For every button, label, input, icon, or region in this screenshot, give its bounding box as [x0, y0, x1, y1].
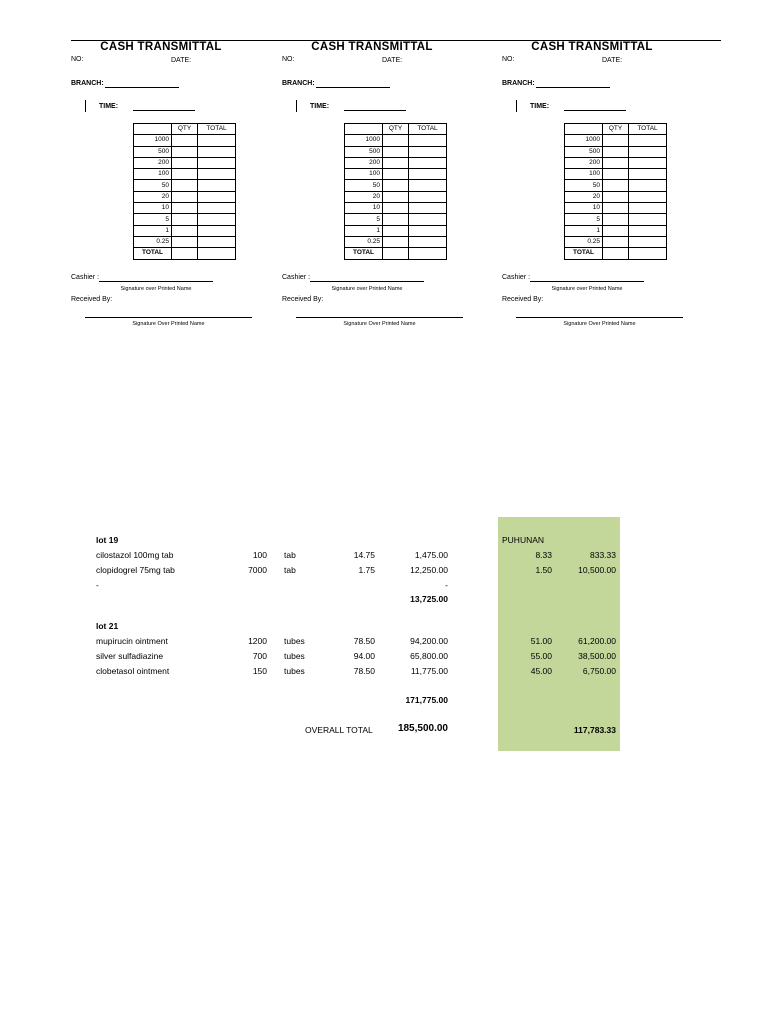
- denomination-value: 500: [565, 146, 603, 157]
- qty-cell[interactable]: [172, 169, 198, 180]
- total-cell[interactable]: [409, 236, 447, 247]
- qty-cell[interactable]: [603, 236, 629, 247]
- form-title: CASH TRANSMITTAL: [100, 41, 222, 53]
- denomination-value: 100: [134, 169, 172, 180]
- total-cell[interactable]: [409, 146, 447, 157]
- denomination-row: [345, 191, 447, 202]
- received-by-label: Received By:: [71, 296, 113, 303]
- qty-total-cell[interactable]: [172, 248, 198, 259]
- item-name: -: [96, 580, 99, 590]
- qty-total-cell[interactable]: [383, 248, 409, 259]
- total-cell[interactable]: [629, 146, 667, 157]
- denomination-row: [565, 191, 667, 202]
- qty-total-cell[interactable]: [603, 248, 629, 259]
- denomination-row: [565, 236, 667, 247]
- item-cost: 55.00: [530, 651, 552, 661]
- qty-header: QTY: [172, 124, 198, 135]
- denomination-value: 10: [134, 203, 172, 214]
- date-label: DATE:: [382, 57, 403, 64]
- item-cost: 45.00: [530, 666, 552, 676]
- overall-total-label: OVERALL TOTAL: [305, 725, 373, 735]
- denomination-row: [565, 169, 667, 180]
- received-signature-field[interactable]: [516, 317, 683, 318]
- denomination-row: [345, 157, 447, 168]
- item-unit: tubes: [284, 651, 305, 661]
- time-field[interactable]: [344, 110, 406, 111]
- received-caption: Signature Over Printed Name: [132, 321, 205, 327]
- total-header: TOTAL: [409, 124, 447, 135]
- denomination-value: 500: [345, 146, 383, 157]
- cashier-caption: Signature over Printed Name: [551, 286, 623, 292]
- overall-total-value: 185,500.00: [397, 723, 448, 734]
- denomination-value: 20: [134, 191, 172, 202]
- total-cell[interactable]: [629, 191, 667, 202]
- denomination-value: 20: [565, 191, 603, 202]
- time-divider: [85, 100, 86, 112]
- item-amount: 94,200.00: [410, 636, 448, 646]
- qty-cell[interactable]: [383, 214, 409, 225]
- denomination-row: [565, 225, 667, 236]
- denomination-value: 1000: [565, 135, 603, 146]
- received-caption: Signature Over Printed Name: [343, 321, 416, 327]
- total-cell[interactable]: [409, 157, 447, 168]
- total-row-label: TOTAL: [345, 248, 383, 259]
- denomination-row: [565, 135, 667, 146]
- item-cost-total: 10,500.00: [578, 565, 616, 575]
- qty-cell[interactable]: [172, 191, 198, 202]
- qty-cell[interactable]: [172, 180, 198, 191]
- denomination-header: [565, 124, 603, 135]
- denomination-value: 1: [345, 225, 383, 236]
- qty-cell[interactable]: [383, 203, 409, 214]
- total-cell[interactable]: [629, 169, 667, 180]
- qty-cell[interactable]: [603, 225, 629, 236]
- denomination-table: [133, 123, 236, 260]
- grand-total-cell[interactable]: [629, 248, 667, 259]
- branch-label: BRANCH:: [502, 80, 535, 87]
- item-qty: 1200: [248, 636, 267, 646]
- denomination-row: [565, 180, 667, 191]
- qty-cell[interactable]: [383, 180, 409, 191]
- total-cell[interactable]: [198, 236, 236, 247]
- total-cell[interactable]: [198, 203, 236, 214]
- denomination-row: [134, 157, 236, 168]
- cashier-label: Cashier :: [71, 274, 100, 281]
- total-cell[interactable]: [409, 135, 447, 146]
- item-cost: 1.50: [535, 565, 552, 575]
- total-cell[interactable]: [198, 157, 236, 168]
- denomination-row: [345, 146, 447, 157]
- item-unit: tab: [284, 550, 296, 560]
- denomination-value: 100: [345, 169, 383, 180]
- total-cell[interactable]: [409, 214, 447, 225]
- denomination-row: [345, 214, 447, 225]
- total-cell[interactable]: [409, 203, 447, 214]
- denomination-value: 1000: [134, 135, 172, 146]
- qty-cell[interactable]: [603, 146, 629, 157]
- received-signature-field[interactable]: [296, 317, 463, 318]
- branch-field[interactable]: [316, 87, 390, 88]
- denomination-table: [564, 123, 667, 260]
- no-label: NO:: [502, 56, 515, 63]
- item-price: 14.75: [353, 550, 375, 560]
- qty-cell[interactable]: [603, 191, 629, 202]
- denomination-header: [134, 124, 172, 135]
- denomination-table: [344, 123, 447, 260]
- item-name: clopidogrel 75mg tab: [96, 565, 175, 575]
- denomination-row: [134, 225, 236, 236]
- cashier-label: Cashier :: [282, 274, 311, 281]
- item-price: 78.50: [353, 666, 375, 676]
- cashier-signature-field[interactable]: [310, 281, 424, 282]
- qty-cell[interactable]: [603, 169, 629, 180]
- qty-header: QTY: [603, 124, 629, 135]
- denomination-value: 0.25: [565, 236, 603, 247]
- total-cell[interactable]: [629, 225, 667, 236]
- cash-transmittal-form-3: [502, 41, 732, 341]
- time-divider: [516, 100, 517, 112]
- total-row-label: TOTAL: [134, 248, 172, 259]
- denomination-row: [345, 203, 447, 214]
- denomination-row: [345, 180, 447, 191]
- denomination-row: [134, 236, 236, 247]
- total-cell[interactable]: [629, 180, 667, 191]
- item-qty: 7000: [248, 565, 267, 575]
- qty-cell[interactable]: [383, 169, 409, 180]
- denomination-value: 5: [345, 214, 383, 225]
- denomination-row: [345, 225, 447, 236]
- item-cost: 8.33: [535, 550, 552, 560]
- item-price: 1.75: [358, 565, 375, 575]
- qty-cell[interactable]: [383, 146, 409, 157]
- cashier-label: Cashier :: [502, 274, 531, 281]
- qty-cell[interactable]: [383, 191, 409, 202]
- date-label: DATE:: [171, 57, 192, 64]
- denomination-row: [134, 135, 236, 146]
- denomination-row: [565, 146, 667, 157]
- total-cell[interactable]: [629, 236, 667, 247]
- qty-cell[interactable]: [383, 225, 409, 236]
- denomination-row: [134, 214, 236, 225]
- denomination-value: 200: [345, 157, 383, 168]
- cash-transmittal-form-1: [71, 41, 301, 341]
- denomination-row: [345, 169, 447, 180]
- total-cell[interactable]: [409, 225, 447, 236]
- branch-label: BRANCH:: [71, 80, 104, 87]
- puhunan-total: 117,783.33: [573, 725, 616, 735]
- total-cell[interactable]: [198, 214, 236, 225]
- no-label: NO:: [71, 56, 84, 63]
- denomination-row: [565, 203, 667, 214]
- time-label: TIME:: [310, 103, 330, 110]
- total-cell[interactable]: [629, 157, 667, 168]
- denomination-row: [134, 169, 236, 180]
- branch-label: BRANCH:: [282, 80, 315, 87]
- total-cell[interactable]: [629, 214, 667, 225]
- total-cell[interactable]: [198, 146, 236, 157]
- qty-header: QTY: [383, 124, 409, 135]
- denomination-row: [345, 236, 447, 247]
- total-row-label: TOTAL: [565, 248, 603, 259]
- cashier-caption: Signature over Printed Name: [120, 286, 192, 292]
- item-cost-total: 833.33: [590, 550, 616, 560]
- lot19-label: lot 19: [96, 535, 119, 545]
- denomination-row: [134, 180, 236, 191]
- item-cost: 51.00: [530, 636, 552, 646]
- denomination-value: 50: [565, 180, 603, 191]
- time-field[interactable]: [564, 110, 626, 111]
- total-cell[interactable]: [198, 191, 236, 202]
- lot21-label: lot 21: [96, 621, 119, 631]
- total-cell[interactable]: [409, 191, 447, 202]
- denomination-value: 5: [565, 214, 603, 225]
- item-qty: 700: [252, 651, 267, 661]
- denomination-value: 10: [345, 203, 383, 214]
- qty-cell[interactable]: [172, 236, 198, 247]
- cashier-caption: Signature over Printed Name: [331, 286, 403, 292]
- item-price: 94.00: [353, 651, 375, 661]
- qty-cell[interactable]: [172, 225, 198, 236]
- item-name: silver sulfadiazine: [96, 651, 164, 661]
- total-cell[interactable]: [409, 180, 447, 191]
- item-amount: -: [445, 580, 448, 590]
- denomination-value: 0.25: [345, 236, 383, 247]
- lot19-subtotal: 13,725.00: [410, 594, 448, 604]
- puhunan-header: PUHUNAN: [502, 535, 545, 545]
- qty-cell[interactable]: [603, 135, 629, 146]
- received-by-label: Received By:: [282, 296, 324, 303]
- denomination-header: [345, 124, 383, 135]
- denomination-row: [565, 214, 667, 225]
- cashier-signature-field[interactable]: [530, 281, 644, 282]
- item-unit: tubes: [284, 636, 305, 646]
- qty-cell[interactable]: [603, 203, 629, 214]
- denomination-value: 20: [345, 191, 383, 202]
- qty-cell[interactable]: [383, 236, 409, 247]
- denomination-value: 1: [134, 225, 172, 236]
- item-name: mupirucin ointment: [96, 636, 168, 646]
- qty-cell[interactable]: [172, 135, 198, 146]
- denomination-value: 1000: [345, 135, 383, 146]
- total-header: TOTAL: [198, 124, 236, 135]
- total-cell[interactable]: [629, 135, 667, 146]
- qty-cell[interactable]: [383, 135, 409, 146]
- item-amount: 1,475.00: [414, 550, 448, 560]
- denomination-value: 10: [565, 203, 603, 214]
- denomination-value: 5: [134, 214, 172, 225]
- item-amount: 65,800.00: [410, 651, 448, 661]
- qty-cell[interactable]: [172, 203, 198, 214]
- item-qty: 150: [252, 666, 267, 676]
- item-unit: tubes: [284, 666, 305, 676]
- qty-cell[interactable]: [172, 146, 198, 157]
- qty-cell[interactable]: [603, 180, 629, 191]
- denomination-value: 200: [134, 157, 172, 168]
- form-title: CASH TRANSMITTAL: [311, 41, 433, 53]
- item-name: cilostazol 100mg tab: [96, 550, 174, 560]
- lot21-subtotal: 171,775.00: [405, 695, 448, 705]
- denomination-row: [134, 203, 236, 214]
- item-cost-total: 38,500.00: [578, 651, 616, 661]
- denomination-value: 50: [134, 180, 172, 191]
- denomination-value: 50: [345, 180, 383, 191]
- qty-cell[interactable]: [383, 157, 409, 168]
- total-cell[interactable]: [198, 180, 236, 191]
- item-cost-total: 61,200.00: [578, 636, 616, 646]
- branch-field[interactable]: [536, 87, 610, 88]
- qty-cell[interactable]: [603, 214, 629, 225]
- date-label: DATE:: [602, 57, 623, 64]
- time-divider: [296, 100, 297, 112]
- denomination-value: 200: [565, 157, 603, 168]
- denomination-value: 500: [134, 146, 172, 157]
- cash-transmittal-form-2: [282, 41, 515, 341]
- denomination-row: [134, 191, 236, 202]
- item-amount: 11,775.00: [410, 666, 448, 676]
- received-signature-field[interactable]: [85, 317, 252, 318]
- total-cell[interactable]: [629, 203, 667, 214]
- branch-field[interactable]: [105, 87, 179, 88]
- time-label: TIME:: [530, 103, 550, 110]
- time-field[interactable]: [133, 110, 195, 111]
- time-label: TIME:: [99, 103, 119, 110]
- denomination-row: [345, 135, 447, 146]
- cashier-signature-field[interactable]: [99, 281, 213, 282]
- denomination-value: 0.25: [134, 236, 172, 247]
- received-by-label: Received By:: [502, 296, 544, 303]
- denomination-row: [134, 146, 236, 157]
- form-title: CASH TRANSMITTAL: [531, 41, 653, 53]
- denomination-value: 100: [565, 169, 603, 180]
- qty-cell[interactable]: [172, 157, 198, 168]
- no-label: NO:: [282, 56, 295, 63]
- item-amount: 12,250.00: [410, 565, 448, 575]
- total-cell[interactable]: [198, 225, 236, 236]
- denomination-value: 1: [565, 225, 603, 236]
- received-caption: Signature Over Printed Name: [563, 321, 636, 327]
- item-qty: 100: [252, 550, 267, 560]
- total-cell[interactable]: [409, 169, 447, 180]
- grand-total-cell[interactable]: [198, 248, 236, 259]
- total-cell[interactable]: [198, 135, 236, 146]
- item-cost-total: 6,750.00: [582, 666, 616, 676]
- denomination-row: [565, 157, 667, 168]
- total-cell[interactable]: [198, 169, 236, 180]
- item-name: clobetasol ointment: [96, 666, 170, 676]
- qty-cell[interactable]: [603, 157, 629, 168]
- total-header: TOTAL: [629, 124, 667, 135]
- qty-cell[interactable]: [172, 214, 198, 225]
- item-unit: tab: [284, 565, 296, 575]
- grand-total-cell[interactable]: [409, 248, 447, 259]
- item-price: 78.50: [353, 636, 375, 646]
